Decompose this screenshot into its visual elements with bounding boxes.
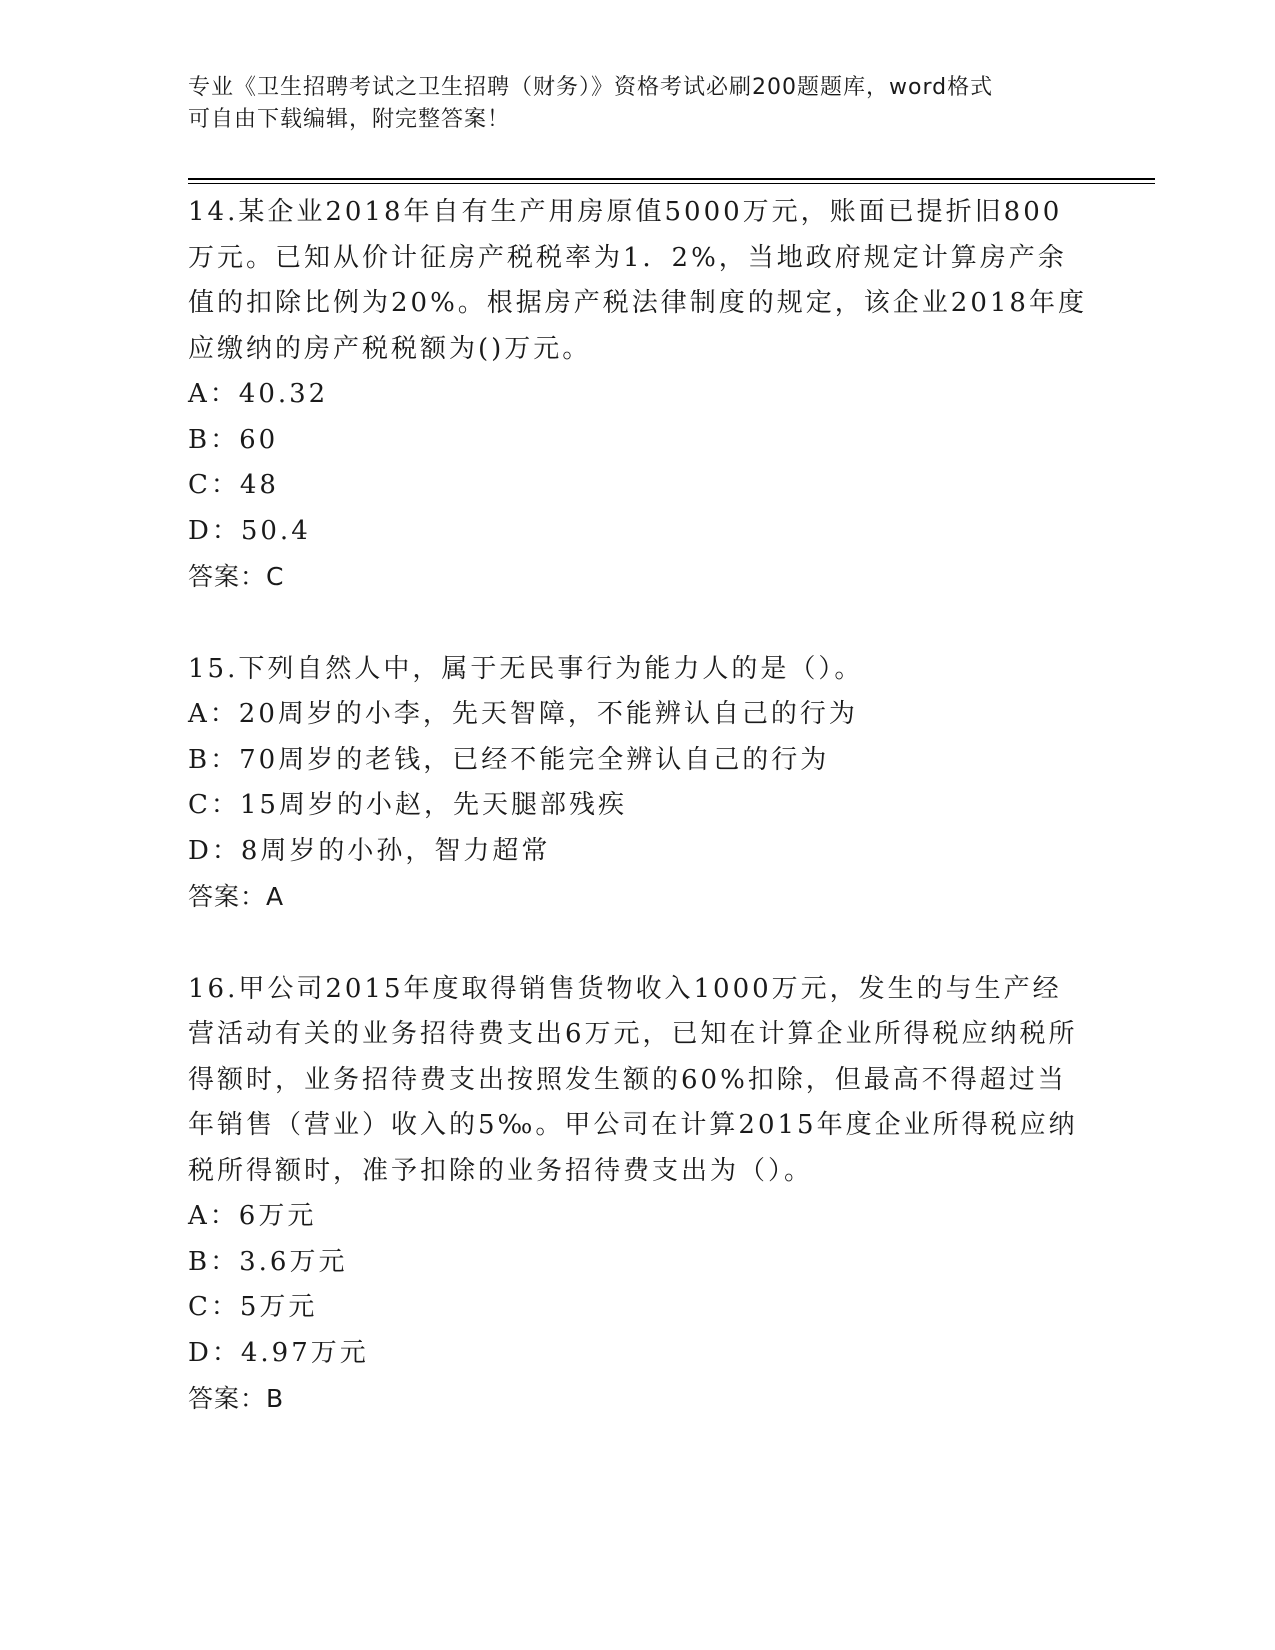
question-stem: 15.下列自然人中，属于无民事行为能力人的是（）。 [188, 653, 864, 684]
option-c: C：5万元 [188, 1292, 318, 1322]
question-16 [188, 967, 1088, 1422]
option-c: C：15周岁的小赵，先天腿部残疾 [188, 790, 627, 820]
answer-line: 答案：C [188, 562, 285, 591]
option-b: B：3.6万元 [188, 1246, 348, 1277]
option-a: A：40.32 [188, 379, 329, 409]
header-divider-thin [188, 183, 1155, 184]
question-stem: 16.甲公司2015年度取得销售货物收入1000万元，发生的与生产经营活动有关的业务招待费支出6万元，已知在计算企业所得税应纳税所得额时，业务招待费支出按照发生额的60%扣除，但最高不得超过当年销售（营业）收入的5‰。甲公司在计算2015年度企业所得税应纳税所得额时，准予扣除的业务招待费支出为（）。 [188, 973, 1078, 1186]
option-a: A：20周岁的小李，先天智障，不能辨认自己的行为 [188, 699, 858, 729]
option-b: B：70周岁的老钱，已经不能完全辨认自己的行为 [188, 744, 830, 775]
option-d: D：8周岁的小孙，智力超常 [188, 835, 551, 866]
answer-line: 答案：A [188, 882, 285, 911]
option-d: D：50.4 [188, 515, 311, 546]
question-stem: 14.某企业2018年自有生产用房原值5000万元，账面已提折旧800万元。已知从价计征房产税税率为1．2%，当地政府规定计算房产余值的扣除比例为20%。根据房产税法律制度的规定，该企业2018年度应缴纳的房产税税额为()万元。 [188, 197, 1087, 364]
document-header [188, 72, 1068, 136]
header-title-line-1: 专业《卫生招聘考试之卫生招聘（财务）》资格考试必刷200题题库，word格式 [188, 75, 994, 100]
header-title-line-2: 可自由下载编辑，附完整答案！ [188, 107, 511, 132]
option-d: D：4.97万元 [188, 1337, 369, 1368]
question-15 [188, 647, 1088, 920]
question-14 [188, 190, 1088, 600]
question-list [188, 190, 1088, 1469]
option-b: B：60 [188, 424, 279, 455]
option-c: C：48 [188, 470, 279, 500]
header-divider-thick [188, 178, 1155, 180]
option-a: A：6万元 [188, 1201, 317, 1231]
answer-line: 答案：B [188, 1384, 285, 1413]
